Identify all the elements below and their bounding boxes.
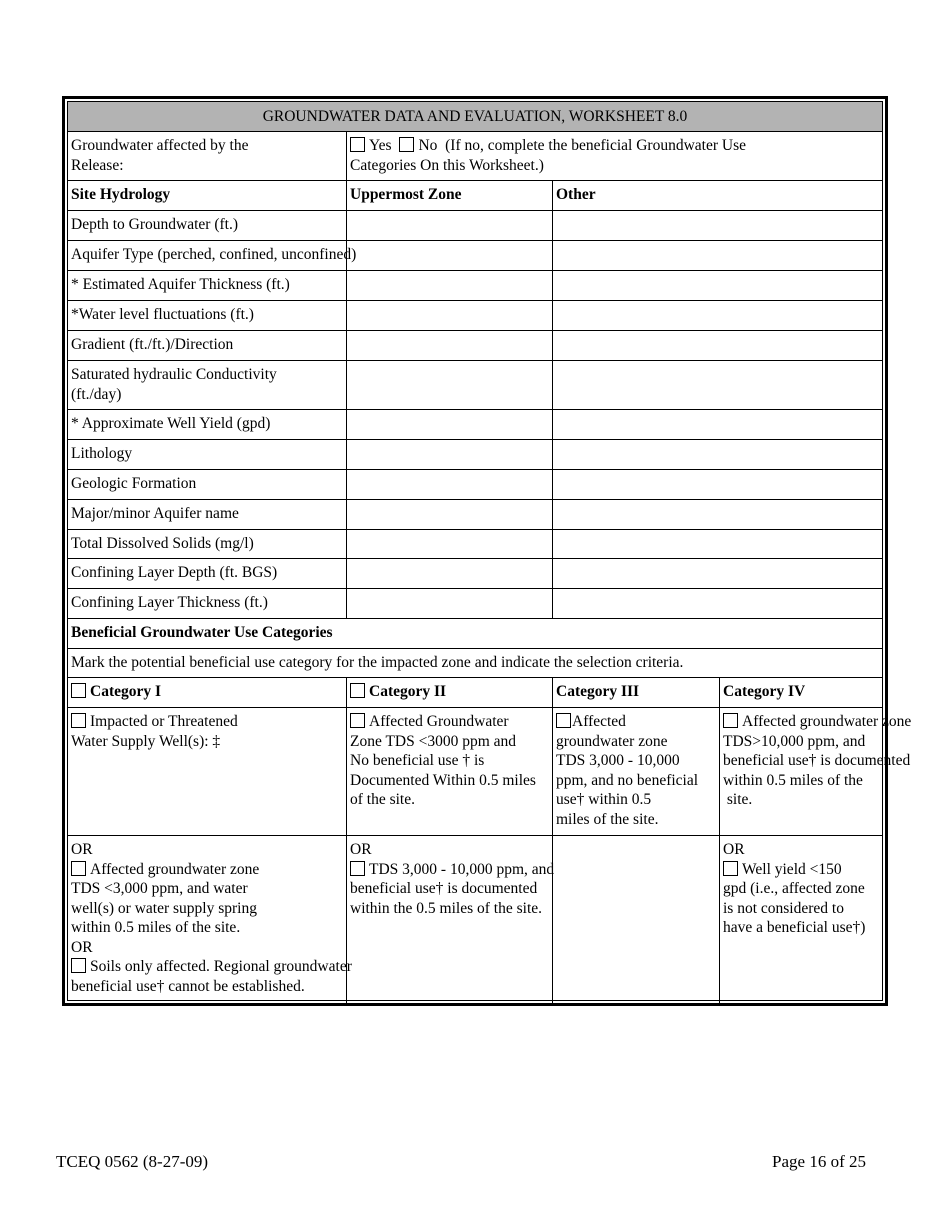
hydrology-row-label: Lithology <box>71 445 133 462</box>
criteria-line: Zone TDS <3000 ppm and <box>350 732 517 750</box>
criteria-line: have a beneficial use†) <box>723 919 866 936</box>
criteria-line: of the site. <box>350 791 415 808</box>
hydrology-row-label: Total Dissolved Solids (mg/l) <box>71 535 254 552</box>
category-3-alt-criteria <box>552 836 719 1004</box>
category-2a-checkbox[interactable] <box>350 713 365 728</box>
category-1-label: Category I <box>90 683 162 700</box>
criteria-line: No beneficial use † is <box>350 752 485 769</box>
or-label: OR <box>723 841 745 858</box>
criteria-line: beneficial use† is documented <box>723 752 911 769</box>
criteria-text: Well yield <150 <box>742 860 842 878</box>
hydrology-row <box>68 589 882 619</box>
uppermost-zone-header: Uppermost Zone <box>346 181 552 210</box>
uppermost-zone-field[interactable] <box>346 559 552 588</box>
hydrology-row <box>68 530 882 559</box>
soils-only-checkbox[interactable] <box>71 958 86 973</box>
hydrology-row-label: * Estimated Aquifer Thickness (ft.) <box>71 276 290 293</box>
category-1-alt-criteria <box>68 836 352 1004</box>
hydrology-row <box>68 470 882 500</box>
hydrology-row-label-line: Saturated hydraulic Conductivity <box>71 366 277 383</box>
criteria-line: beneficial use† is documented <box>350 880 538 897</box>
yes-checkbox[interactable] <box>350 137 365 152</box>
affected-note: Categories On this Worksheet.) <box>350 156 544 174</box>
hydrology-row-label: Major/minor Aquifer name <box>71 505 239 522</box>
category-4-header: Category IV <box>719 678 882 707</box>
category-3-criteria <box>552 708 719 835</box>
uppermost-zone-field[interactable] <box>346 361 552 409</box>
criteria-text: Affected groundwater zone <box>90 860 260 878</box>
category-2-label: Category II <box>369 683 447 700</box>
affected-options <box>346 132 882 180</box>
criteria-line: site. <box>723 791 753 808</box>
hydrology-header-row <box>68 181 882 211</box>
category-2-header <box>346 678 552 707</box>
criteria-text: Affected <box>572 713 626 730</box>
title-row <box>68 102 882 132</box>
criteria-line: TDS 3,000 - 10,000 <box>556 752 680 769</box>
affected-zone-checkbox[interactable] <box>71 861 86 876</box>
criteria-line <box>71 957 352 977</box>
criteria-line <box>71 712 343 732</box>
uppermost-zone-field[interactable] <box>346 410 552 439</box>
criteria-line <box>556 712 716 732</box>
uppermost-zone-field[interactable] <box>346 589 552 618</box>
hydrology-row-label: Aquifer Type (perched, confined, unconfined) <box>71 246 357 263</box>
criteria-row-1 <box>68 708 912 836</box>
hydrology-row <box>68 410 882 440</box>
other-field[interactable] <box>552 410 882 439</box>
category-2-checkbox[interactable] <box>350 683 365 698</box>
category-4a-checkbox[interactable] <box>723 713 738 728</box>
other-field[interactable] <box>552 470 882 499</box>
category-3-header: Category III <box>552 678 719 707</box>
hydrology-row-label: * Approximate Well Yield (gpd) <box>71 415 271 432</box>
threatened-well-checkbox[interactable] <box>71 713 86 728</box>
criteria-line <box>71 860 343 880</box>
uppermost-zone-field[interactable] <box>346 470 552 499</box>
other-field[interactable] <box>552 331 882 360</box>
beneficial-instruction-row <box>68 649 882 678</box>
hydrology-row <box>68 331 882 361</box>
no-checkbox[interactable] <box>399 137 414 152</box>
worksheet-title: GROUNDWATER DATA AND EVALUATION, WORKSHEET 8.0 <box>68 102 882 131</box>
affected-label-line: Release: <box>71 156 124 174</box>
hydrology-row-label: Confining Layer Depth (ft. BGS) <box>71 564 278 581</box>
hydrology-row-label: Confining Layer Thickness (ft.) <box>71 594 268 611</box>
category-2-alt-criteria <box>346 836 555 1004</box>
hydrology-row <box>68 559 882 589</box>
criteria-line: TDS>10,000 ppm, and <box>723 732 866 750</box>
criteria-line: TDS <3,000 ppm, and water <box>71 880 248 897</box>
hydrology-row <box>68 241 882 271</box>
criteria-line <box>723 712 912 732</box>
hydrology-row <box>68 440 882 470</box>
or-label: OR <box>71 938 93 956</box>
other-field[interactable] <box>552 440 882 469</box>
category-1-header <box>68 678 346 707</box>
hydrology-row <box>68 361 882 410</box>
hydrology-row-label: Gradient (ft./ft.)/Direction <box>71 336 234 353</box>
beneficial-heading-row <box>68 619 882 649</box>
category-4-alt-criteria <box>719 836 882 1004</box>
affected-note: (If no, complete the beneficial Groundwater Use <box>445 137 746 154</box>
criteria-line: miles of the site. <box>556 810 659 828</box>
criteria-text: Soils only affected. Regional groundwater <box>90 958 352 975</box>
page-number: Page 16 of 25 <box>772 1152 866 1171</box>
criteria-text: Impacted or Threatened <box>90 713 238 730</box>
or-label: OR <box>350 841 372 858</box>
criteria-row-2 <box>68 836 882 1004</box>
other-field[interactable] <box>552 500 882 529</box>
well-yield-checkbox[interactable] <box>723 861 738 876</box>
other-field[interactable] <box>552 241 882 270</box>
hydrology-row <box>68 211 882 241</box>
worksheet-table <box>67 101 912 1001</box>
category-2-criteria <box>346 708 552 835</box>
category-1-criteria <box>68 708 346 835</box>
affected-row <box>68 132 882 181</box>
affected-label <box>68 132 346 180</box>
other-header: Other <box>552 181 882 210</box>
yes-label: Yes <box>369 137 392 154</box>
or-label: OR <box>71 841 93 858</box>
category-4-criteria <box>719 708 912 835</box>
worksheet-frame <box>62 96 912 1006</box>
hydrology-row-label: *Water level fluctuations (ft.) <box>71 306 254 323</box>
criteria-line: groundwater zone <box>556 732 668 750</box>
hydrology-row <box>68 271 882 301</box>
criteria-line: gpd (i.e., affected zone <box>723 880 865 897</box>
form-id: TCEQ 0562 (8-27-09) <box>56 1152 209 1171</box>
criteria-line: within 0.5 miles of the site. <box>71 919 241 936</box>
criteria-line: well(s) or water supply spring <box>71 899 257 917</box>
category-header-row <box>68 678 882 708</box>
affected-options-line <box>350 136 879 156</box>
hydrology-row <box>68 500 882 530</box>
uppermost-zone-field[interactable] <box>346 530 552 558</box>
uppermost-zone-field[interactable] <box>346 271 552 300</box>
criteria-line: within the 0.5 miles of the site. <box>350 899 543 917</box>
no-label: No <box>418 137 438 154</box>
category-1-checkbox[interactable] <box>71 683 86 698</box>
criteria-line: beneficial use† cannot be established. <box>71 977 305 995</box>
criteria-line <box>350 712 549 732</box>
criteria-line <box>723 860 879 880</box>
uppermost-zone-field[interactable] <box>346 500 552 529</box>
criteria-line: ppm, and no beneficial <box>556 771 699 789</box>
uppermost-zone-field[interactable] <box>346 241 552 270</box>
category-2b-checkbox[interactable] <box>350 861 365 876</box>
criteria-line: Documented Within 0.5 miles <box>350 771 536 789</box>
category-3-checkbox[interactable] <box>556 713 571 728</box>
uppermost-zone-field[interactable] <box>346 331 552 360</box>
criteria-line: Water Supply Well(s): ‡ <box>71 732 221 750</box>
criteria-text: Affected groundwater zone <box>742 713 912 730</box>
uppermost-zone-field[interactable] <box>346 211 552 240</box>
other-field[interactable] <box>552 301 882 330</box>
beneficial-instruction: Mark the potential beneficial use category for the impacted zone and indicate the selection criteria. <box>71 654 684 671</box>
affected-label-line: Groundwater affected by the <box>71 137 249 154</box>
uppermost-zone-field[interactable] <box>346 440 552 469</box>
criteria-line: is not considered to <box>723 899 844 917</box>
hydrology-row-label <box>68 361 346 409</box>
uppermost-zone-field[interactable] <box>346 301 552 330</box>
criteria-line: use† within 0.5 <box>556 791 652 808</box>
criteria-text: Affected Groundwater <box>369 713 509 730</box>
site-hydrology-header: Site Hydrology <box>71 186 171 203</box>
hydrology-row-label: Geologic Formation <box>71 475 197 492</box>
other-field[interactable] <box>552 211 882 240</box>
criteria-line <box>350 860 555 880</box>
other-field[interactable] <box>552 589 882 618</box>
hydrology-row-label: Depth to Groundwater (ft.) <box>71 216 239 233</box>
other-field[interactable] <box>552 271 882 300</box>
other-field[interactable] <box>552 530 882 558</box>
beneficial-heading: Beneficial Groundwater Use Categories <box>71 624 333 641</box>
hydrology-row-label-line: (ft./day) <box>71 385 122 403</box>
other-field[interactable] <box>552 559 882 588</box>
criteria-text: TDS 3,000 - 10,000 ppm, and <box>369 860 555 878</box>
criteria-line: within 0.5 miles of the <box>723 771 863 789</box>
other-field[interactable] <box>552 361 882 409</box>
hydrology-row <box>68 301 882 331</box>
